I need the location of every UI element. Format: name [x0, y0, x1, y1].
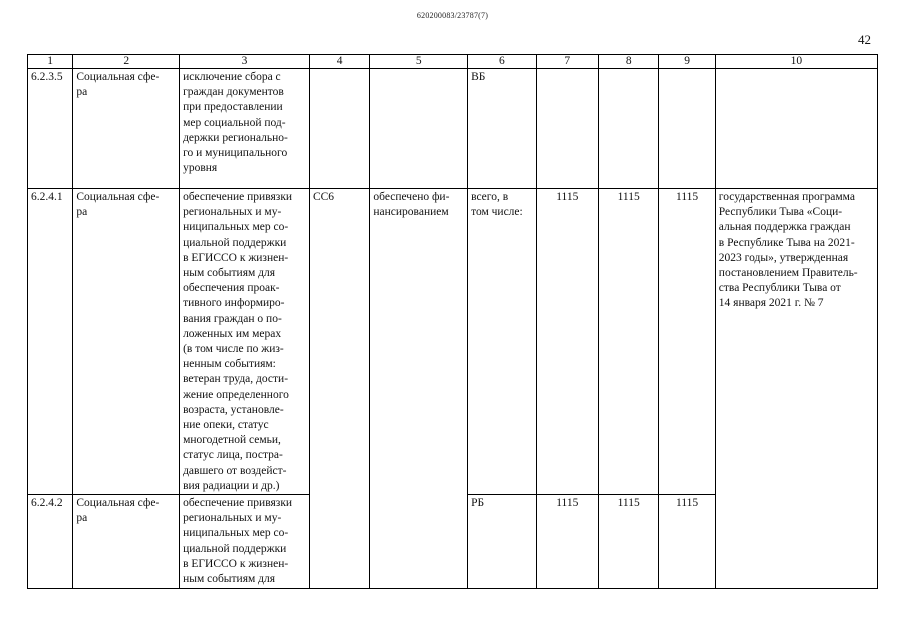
indicator-cell: СС6	[309, 189, 369, 495]
table-row	[28, 69, 878, 189]
value-cell: 1115	[598, 495, 658, 589]
result-cell	[370, 495, 468, 589]
value-cell	[598, 69, 658, 189]
table-header-row	[28, 55, 878, 69]
result-cell	[370, 69, 468, 189]
row-number-cell: 6.2.3.5	[28, 69, 73, 189]
value-cell: 1115	[659, 495, 715, 589]
measures-table	[27, 54, 878, 589]
column-header: 9	[659, 55, 715, 69]
column-header: 4	[309, 55, 369, 69]
value-cell: 1115	[598, 189, 658, 495]
result-cell: обеспечено фи- нансированием	[370, 189, 468, 495]
sphere-cell: Социальная сфе- ра	[73, 495, 180, 589]
table-row	[28, 189, 878, 495]
table-row	[28, 495, 878, 589]
indicator-cell	[309, 495, 369, 589]
value-cell	[659, 69, 715, 189]
column-header: 3	[180, 55, 310, 69]
column-header: 10	[715, 55, 877, 69]
source-cell: РБ	[468, 495, 536, 589]
sphere-cell: Социальная сфе- ра	[73, 189, 180, 495]
program-cell: государственная программа Республики Тыва «Соци- альная поддержка граждан в Республике Тыва на 2021- 2023 годы», утвержденная постановлением Правитель- ства Республики Тыва от 14 января 2021 г. № 7	[715, 189, 877, 495]
source-cell: всего, в том числе:	[468, 189, 536, 495]
column-header: 8	[598, 55, 658, 69]
row-number-cell: 6.2.4.1	[28, 189, 73, 495]
indicator-cell	[309, 69, 369, 189]
column-header: 1	[28, 55, 73, 69]
measure-cell: исключение сбора с граждан документов при предоставлении мер социальной под- держки регионально- го и муниципального уровня	[180, 69, 310, 189]
source-cell: ВБ	[468, 69, 536, 189]
value-cell: 1115	[659, 189, 715, 495]
column-header: 6	[468, 55, 536, 69]
page-number: 42	[858, 32, 871, 47]
row-number-cell: 6.2.4.2	[28, 495, 73, 589]
value-cell: 1115	[536, 189, 598, 495]
value-cell	[536, 69, 598, 189]
column-header: 7	[536, 55, 598, 69]
measure-cell: обеспечение привязки региональных и му- ниципальных мер со- циальной поддержки в ЕГИССО к жизнен- ным событиям для	[180, 495, 310, 589]
value-cell: 1115	[536, 495, 598, 589]
program-cell	[715, 495, 877, 589]
program-cell	[715, 69, 877, 189]
column-header: 5	[370, 55, 468, 69]
sphere-cell: Социальная сфе- ра	[73, 69, 180, 189]
column-header: 2	[73, 55, 180, 69]
document-id: 620200083/23787(7)	[416, 11, 489, 20]
measure-cell: обеспечение привязки региональных и му- ниципальных мер со- циальной поддержки в ЕГИССО к жизнен- ным событиям для обеспечения проак- тивного информиро- вания граждан о по- ложенных им мерах (в том числе по жиз- ненным событиям: ветеран труда, дости- жение определенного возраста, установле- ние опеки, статус многодетной семьи, статус лица, постра- давшего от воздейст- вия радиации и др.)	[180, 189, 310, 495]
